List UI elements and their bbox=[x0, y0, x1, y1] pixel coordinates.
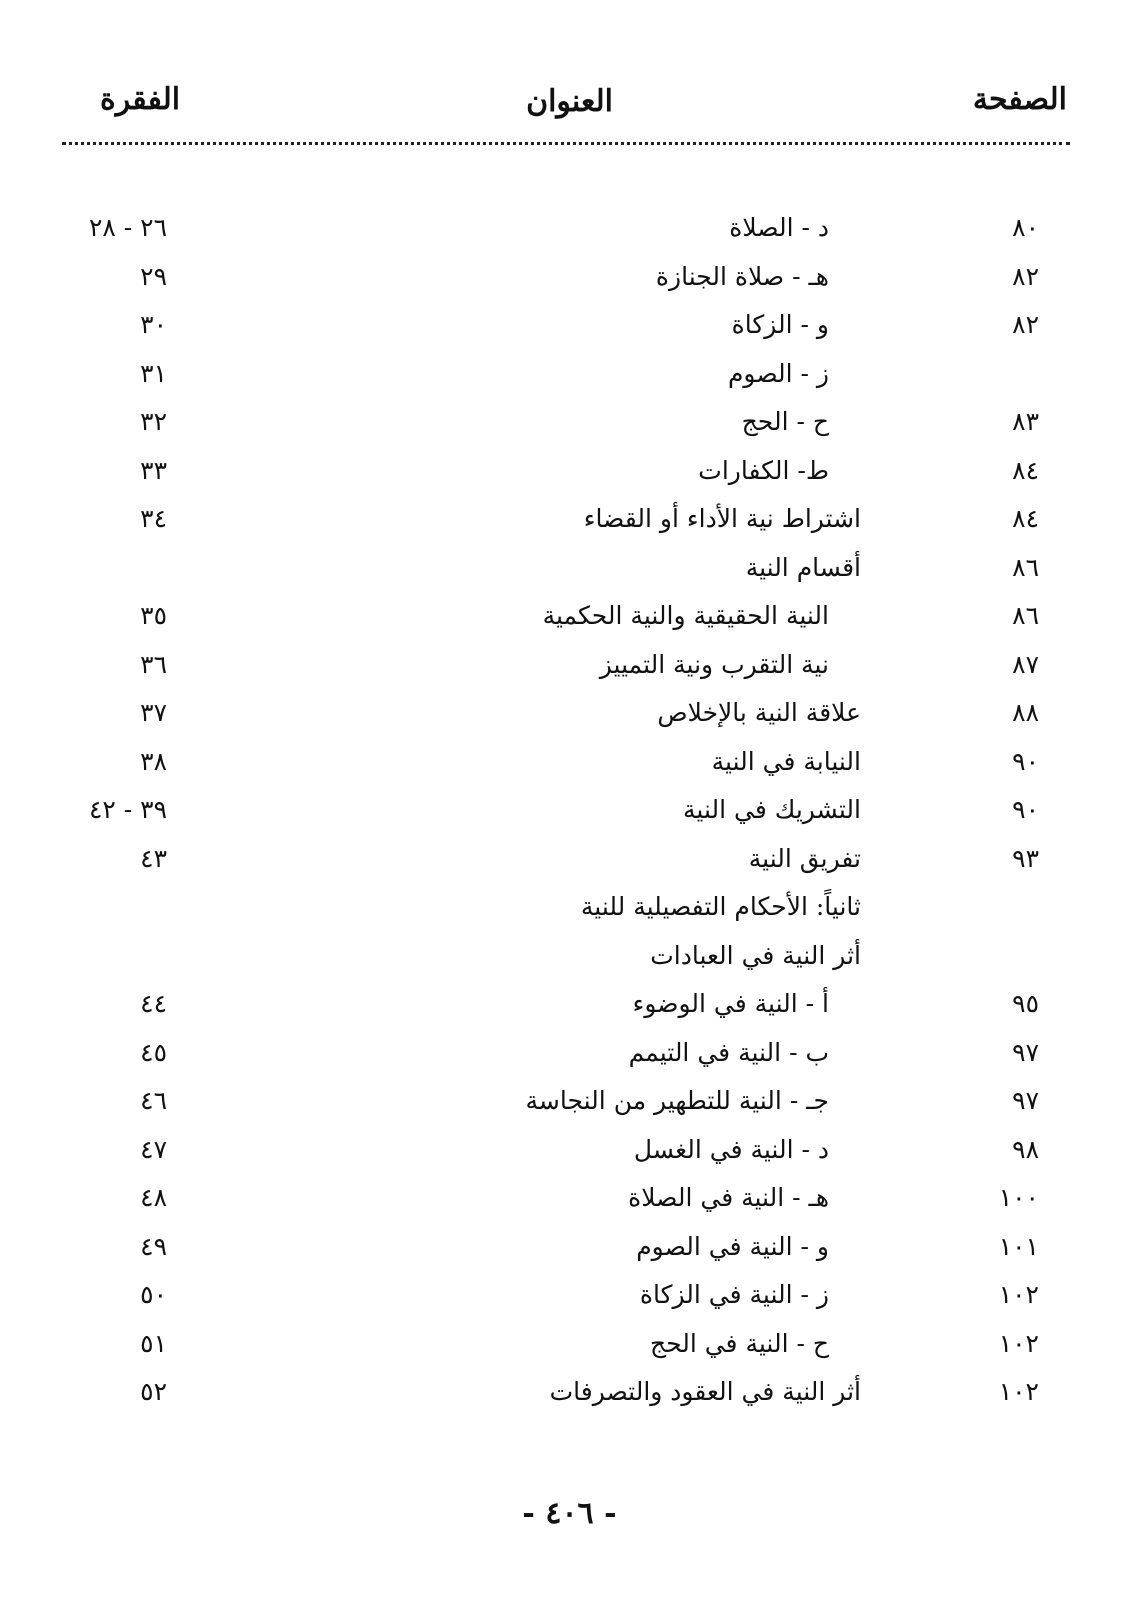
row-title: اشتراط نية الأداء أو القضاء bbox=[583, 504, 861, 533]
row-page-number: ٨٢ bbox=[1012, 310, 1039, 339]
row-page-number: ٨٦ bbox=[1012, 601, 1039, 630]
row-page-number: ٨٣ bbox=[1012, 407, 1039, 436]
row-paragraph-number: ٤٤ bbox=[140, 989, 167, 1018]
row-title: جـ - النية للتطهير من النجاسة bbox=[525, 1086, 829, 1115]
index-row bbox=[0, 548, 1139, 597]
row-title: أثر النية في العبادات bbox=[650, 940, 861, 970]
row-paragraph-number: ٣٠ bbox=[140, 310, 167, 339]
row-paragraph-number: ٤٧ bbox=[140, 1134, 167, 1164]
row-title: هـ - صلاة الجنازة bbox=[655, 261, 829, 291]
row-title: التشريك في النية bbox=[683, 795, 861, 824]
row-title: أ - النية في الوضوء bbox=[632, 989, 829, 1018]
row-page-number: ٩٨ bbox=[1012, 1134, 1039, 1164]
index-row bbox=[0, 451, 1139, 500]
row-paragraph-number: ٤٦ bbox=[140, 1086, 167, 1115]
row-title: علاقة النية بالإخلاص bbox=[657, 698, 861, 727]
row-page-number: ١٠٢ bbox=[998, 1280, 1039, 1309]
header-title-column: العنوان bbox=[526, 84, 613, 119]
row-paragraph-number: ٣٩ - ٤٢ bbox=[88, 795, 167, 824]
row-page-number: ٩٠ bbox=[1012, 746, 1039, 776]
row-page-number: ٩٠ bbox=[1012, 795, 1039, 824]
row-page-number: ١٠٠ bbox=[998, 1183, 1039, 1212]
row-page-number: ٩٥ bbox=[1012, 989, 1039, 1018]
index-row bbox=[0, 1275, 1139, 1324]
row-paragraph-number: ٥٢ bbox=[140, 1377, 167, 1406]
row-paragraph-number: ٥٠ bbox=[140, 1280, 167, 1309]
row-title: د - النية في الغسل bbox=[633, 1134, 829, 1164]
index-row bbox=[0, 936, 1139, 985]
index-row bbox=[0, 1227, 1139, 1276]
index-row bbox=[0, 208, 1139, 257]
row-page-number: ١٠٢ bbox=[998, 1328, 1039, 1358]
row-title: و - النية في الصوم bbox=[636, 1231, 829, 1261]
row-paragraph-number: ٣٤ bbox=[140, 504, 167, 533]
index-row bbox=[0, 499, 1139, 548]
header-page-column: الصفحة bbox=[972, 82, 1067, 117]
header-paragraph-column: الفقرة bbox=[100, 82, 181, 117]
row-page-number: ٨٤ bbox=[1012, 455, 1039, 485]
row-paragraph-number: ٣٣ bbox=[140, 455, 167, 485]
row-page-number: ٨٧ bbox=[1012, 649, 1039, 679]
row-page-number: ٨٤ bbox=[1012, 504, 1039, 533]
row-page-number: ١٠٢ bbox=[998, 1377, 1039, 1406]
index-row bbox=[0, 596, 1139, 645]
row-title: د - الصلاة bbox=[729, 213, 829, 242]
row-title: أقسام النية bbox=[745, 552, 861, 582]
row-paragraph-number: ٣٢ bbox=[140, 407, 167, 436]
index-row bbox=[0, 1324, 1139, 1373]
row-title: النية الحقيقية والنية الحكمية bbox=[542, 601, 829, 630]
index-row bbox=[0, 402, 1139, 451]
index-row bbox=[0, 839, 1139, 888]
row-paragraph-number: ٥١ bbox=[140, 1328, 167, 1358]
row-title: نية التقرب ونية التمييز bbox=[599, 649, 829, 679]
row-paragraph-number: ٤٨ bbox=[140, 1183, 167, 1212]
row-title: ح - النية في الحج bbox=[649, 1328, 829, 1358]
row-title: و - الزكاة bbox=[731, 310, 829, 339]
index-row bbox=[0, 305, 1139, 354]
dotted-divider bbox=[62, 142, 1070, 145]
row-paragraph-number: ٤٣ bbox=[140, 843, 167, 873]
index-row bbox=[0, 984, 1139, 1033]
index-row bbox=[0, 790, 1139, 839]
row-page-number: ٩٣ bbox=[1012, 843, 1039, 873]
row-paragraph-number: ٤٥ bbox=[140, 1037, 167, 1067]
row-title: تفريق النية bbox=[748, 843, 861, 873]
row-page-number: ٨٢ bbox=[1012, 261, 1039, 291]
row-paragraph-number: ٣٨ bbox=[140, 746, 167, 776]
index-row bbox=[0, 742, 1139, 791]
row-title: أثر النية في العقود والتصرفات bbox=[549, 1377, 861, 1406]
row-paragraph-number: ٣٥ bbox=[140, 601, 167, 630]
index-row bbox=[0, 1372, 1139, 1421]
index-row bbox=[0, 1081, 1139, 1130]
row-page-number: ٩٧ bbox=[1012, 1037, 1039, 1067]
row-title: النيابة في النية bbox=[711, 746, 861, 776]
index-row bbox=[0, 354, 1139, 403]
index-row bbox=[0, 1033, 1139, 1082]
index-row bbox=[0, 1178, 1139, 1227]
row-page-number: ١٠١ bbox=[998, 1231, 1039, 1261]
index-row bbox=[0, 887, 1139, 936]
index-rows bbox=[0, 208, 1139, 1421]
row-paragraph-number: ٢٩ bbox=[140, 261, 167, 291]
row-paragraph-number: ٢٦ - ٢٨ bbox=[88, 213, 167, 242]
index-row bbox=[0, 1130, 1139, 1179]
row-page-number: ٨٨ bbox=[1012, 698, 1039, 727]
row-title: ب - النية في التيمم bbox=[628, 1037, 829, 1067]
row-page-number: ٨٦ bbox=[1012, 552, 1039, 582]
page-number: - ٤٠٦ - bbox=[522, 1496, 617, 1531]
row-title: ثانياً: الأحكام التفصيلية للنية bbox=[580, 892, 861, 921]
row-page-number: ٩٧ bbox=[1012, 1086, 1039, 1115]
row-paragraph-number: ٤٩ bbox=[140, 1231, 167, 1261]
row-title: ح - الحج bbox=[741, 407, 829, 436]
row-title: ز - الصوم bbox=[727, 358, 829, 388]
row-paragraph-number: ٣٦ bbox=[140, 649, 167, 679]
row-title: ز - النية في الزكاة bbox=[639, 1280, 829, 1309]
row-title: هـ - النية في الصلاة bbox=[628, 1183, 829, 1212]
row-paragraph-number: ٣١ bbox=[140, 358, 167, 388]
row-title: ط- الكفارات bbox=[698, 455, 829, 485]
row-page-number: ٨٠ bbox=[1012, 213, 1039, 242]
index-row bbox=[0, 693, 1139, 742]
index-row bbox=[0, 645, 1139, 694]
index-row bbox=[0, 257, 1139, 306]
row-paragraph-number: ٣٧ bbox=[140, 698, 167, 727]
